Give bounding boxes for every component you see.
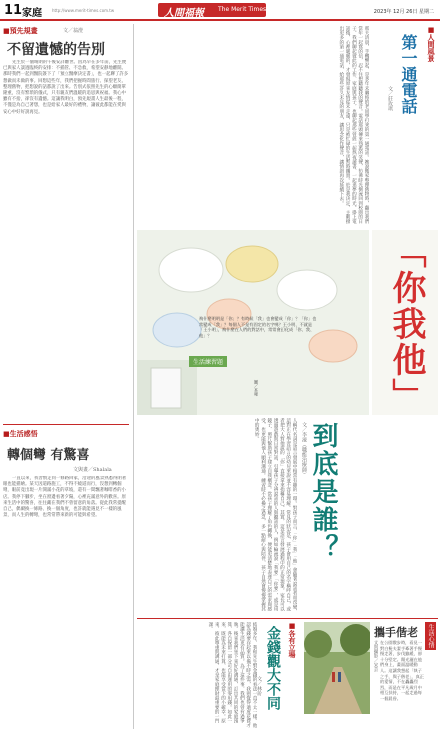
article-body: 一直以來，我習慣走同一條路回家，沿途的風景熟悉得閉著眼也能描繪。某天因道路施工，不得不繞道而行，沒想到轉個彎，眼前竟出現一片開滿小花的草坡，還有一間飄著咖啡香的小店。我停下腳步，坐在窗邊看著夕陽，心裡充滿意外的歡喜。原來生活中的驚喜，往往藏在我們不曾留意的角落。從此我常提醒自己，偶爾換一條路、換一個角度，也許就能遇見不一樣的風景，而人生的轉彎，也常常帶來新的可能與希望。 <box>3 476 127 519</box>
article-byline: 文與攝影／宋芸 <box>373 640 378 672</box>
masthead-logo <box>158 3 266 17</box>
article-grow-old-together <box>302 620 438 732</box>
section-label: ■生活感悟 <box>3 430 38 438</box>
masthead-title: 人間福報 <box>164 8 204 19</box>
header-url: http://www.merit-times.com.tw <box>52 8 115 13</box>
feature-byline: 文／李濠（職能治療師） <box>301 422 307 477</box>
article-body: 先生於一個晴朗的午後安詳離世。因為早在多年前，先生便已與家人談過臨終的安排：不插管、不急救，希望安靜地離開。那時我們一起到醫院簽下了「預立醫療決定書」，也一起聊了許多想做而未做的事。回想這些年，我們把握時間旅行、探望老友、整理舊物，把想說的話都說了出來。告別式依照先生的心願簡單隆重，沒有繁瑣的儀式，只有親友們溫暖的追思與祝福。我心中雖有不捨，卻沒有遺憾。這讓我明白，預先規畫人生最後一程，不僅是為自己著想，也是給家人最好的禮物，讓彼此都能在愛與安心中好好說再見。 <box>3 60 129 115</box>
article-title: 第一通電話 <box>399 34 418 114</box>
feature-headline: 到底是誰？ <box>308 422 338 562</box>
feature-body-right <box>348 418 438 614</box>
article-first-call <box>137 26 369 228</box>
article-money-view <box>137 620 299 732</box>
article-body: 結婚多年，我和先生對金錢的看法一直不太一樣。他認為錢要存起來以備不時之需，我則覺得適度花費才能讓生活更有品質。為了這件事，我們也曾有過爭執。後來我們坐下來好好溝通，訂出共同的家庭預算，各自保留一部分可自由運用的零用錢。如此一來，既能為未來打算，也能享受當下的小確幸。原來，彼此尊重與溝通，才是家庭理財最重要的一門課。 <box>207 622 257 728</box>
article-body: 那天清晨，手機響起，是多年未聯絡的老同學打來的第一通電話。她說搬家整理舊物時，翻出我們當年一起寫的信，忍不住想聽聽我的聲音。電話那頭傳來熟悉的笑聲，彷彿時光倒流回到校園的日子。我們聊起彼此的工作、家庭與孩子，也聊起那些曾經一起熬夜讀書、一起追夢的時光。掛上電話後，心裡暖暖的，才發現原來友情從未走遠，只是被忙碌的生活暫時擱置。於是我決定，主動撥出更多的第一通電話，給那些許久未見的朋友，讓思念化作聲音，讓情誼再次延續下去。 <box>338 26 369 224</box>
article-body: 在公園散步時，看見一對白髮夫妻手牽著手慢慢走著，步伐雖緩，卻十分堅定。陽光灑在他們身上，畫面溫暖動人。這讓我想起「執子之手，與子偕老」，真正的愛情，不在轟轟烈烈，而是在平凡歲月中相互扶持，一起走過每一個晨昏。 <box>380 640 424 701</box>
photo-credit: 圖／本報 <box>254 380 259 396</box>
feature-label: 生活練習題 <box>189 356 227 367</box>
article-byline: 文／翁澄 <box>63 28 84 34</box>
section-title: 家庭 <box>22 8 42 19</box>
masthead-english: The Merit Times <box>218 6 267 13</box>
section-rule <box>3 424 129 425</box>
issue-date: 2023年 12月 26日 星期二 <box>373 9 434 15</box>
feature-caption: 飛什麼明明是「你」？有時候「我」也會變成「你」？「你」也常變成「我」？每個人不是有固定的名字嗎？王小明、不就是「王小明」，飛什麼在人們的對話中，常常會幻化成「你、我、他」？ <box>199 316 317 338</box>
article-byline: 文與畫／Shalala <box>73 467 112 473</box>
couple-walking-photo <box>304 622 370 714</box>
section-label: ■預先規畫 <box>3 27 38 35</box>
article-title: 轉個彎 有驚喜 <box>7 448 90 463</box>
column-divider <box>133 24 134 729</box>
article-title: 攜手偕老 <box>374 626 418 639</box>
section-label: ■人間風景 <box>427 26 435 62</box>
section-tag: 生活心情 <box>427 624 434 648</box>
article-title: 不留遺憾的告別 <box>7 42 105 58</box>
article-first-call-head <box>372 26 438 228</box>
page-number: 11 <box>4 3 23 18</box>
feature-body: 人稱代名詞是語言發展中相當有趣的一環。對孩子而言，「你」「我」「他」會隨著說話者而改變，這對正在學習語言的幼兒來說並不容易理解。常見的狀況是，孩子會用自己的名字稱呼自己，或者把大人對他說的「你」直接拿來指稱自己。其實，這是語言發展過程中的正常現象。家長可以透過遊戲與日常對話，引導孩子分辨說話的人與聽話的人，例如輪流說「我要」「你要」，或是用鏡子、照片幫助孩子建立自我概念。當孩子理解了角色轉換，便能更清楚地表達自己的需求與感受，也更能與他人順利溝通。練習時不必操之過急，多一點耐心與陪伴，孩子自然會慢慢掌握其中的奧妙。 <box>254 418 297 614</box>
feature-photo <box>137 230 369 415</box>
article-byline: 文／林玠 <box>256 676 262 696</box>
section-rule <box>137 618 438 619</box>
article-body-continued <box>376 26 386 224</box>
article-turn-surprise <box>3 424 131 730</box>
feature-article <box>137 418 438 616</box>
article-photo <box>304 622 370 714</box>
article-byline: 文／莊玫琪 <box>387 86 393 111</box>
page-header <box>0 0 440 22</box>
feature-title: 「你我他」 <box>386 234 426 414</box>
article-preplanning <box>3 26 131 421</box>
section-label: ■各有立場 <box>288 622 296 658</box>
feature-title-block <box>372 230 438 415</box>
article-title: 金錢觀大不同 <box>265 626 281 710</box>
header-rule <box>0 19 440 21</box>
